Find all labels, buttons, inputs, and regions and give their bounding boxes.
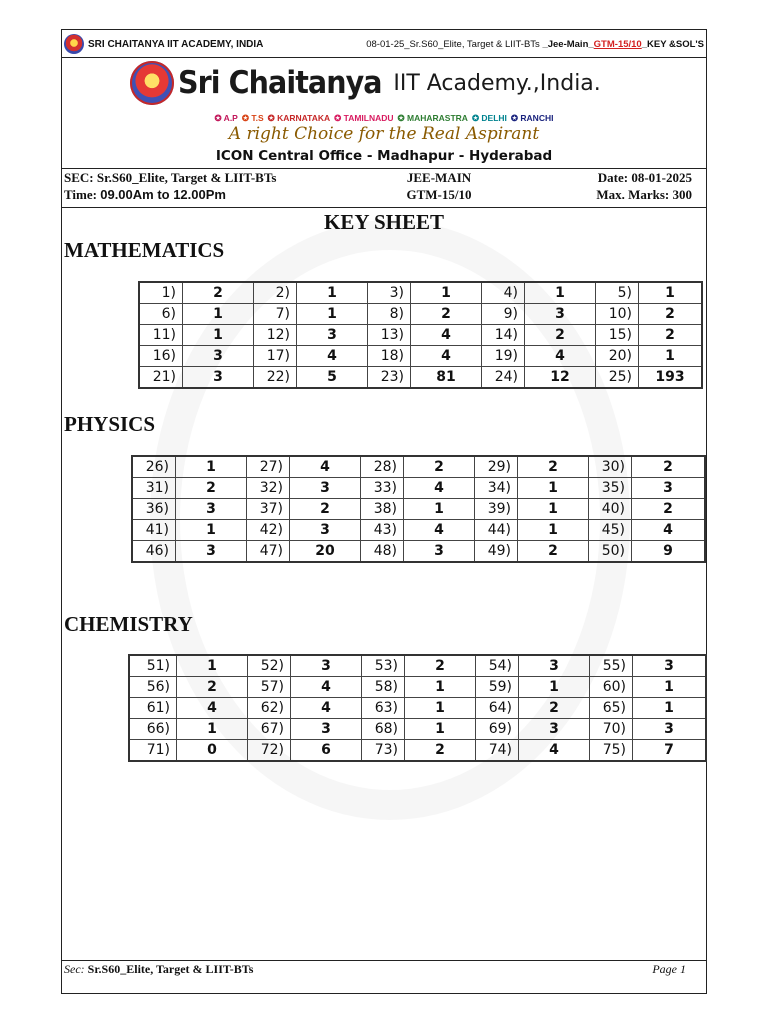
state-item: ✪ TAMILNADU bbox=[334, 113, 394, 123]
question-number: 73) bbox=[362, 740, 405, 762]
answer-value: 0 bbox=[177, 740, 248, 762]
question-number: 45) bbox=[589, 520, 632, 541]
answer-value: 2 bbox=[183, 282, 254, 304]
answer-row bbox=[132, 520, 705, 541]
question-number: 71) bbox=[129, 740, 177, 762]
answer-value: 3 bbox=[525, 304, 596, 325]
answer-value: 4 bbox=[290, 456, 361, 478]
answer-value: 2 bbox=[519, 698, 590, 719]
question-number: 10) bbox=[596, 304, 639, 325]
question-number: 13) bbox=[368, 325, 411, 346]
question-number: 50) bbox=[589, 541, 632, 563]
state-item: ✪ RANCHI bbox=[510, 113, 554, 123]
answer-value: 1 bbox=[519, 677, 590, 698]
answer-value: 4 bbox=[411, 346, 482, 367]
question-number: 21) bbox=[139, 367, 183, 389]
question-number: 17) bbox=[254, 346, 297, 367]
answer-value: 5 bbox=[297, 367, 368, 389]
question-number: 65) bbox=[590, 698, 633, 719]
question-number: 68) bbox=[362, 719, 405, 740]
question-number: 74) bbox=[476, 740, 519, 762]
question-number: 19) bbox=[482, 346, 525, 367]
question-number: 75) bbox=[590, 740, 633, 762]
subject-heading-chemistry: CHEMISTRY bbox=[64, 612, 193, 636]
question-number: 35) bbox=[589, 478, 632, 499]
answer-value: 2 bbox=[176, 478, 247, 499]
answer-value: 3 bbox=[290, 520, 361, 541]
answer-value: 3 bbox=[291, 719, 362, 740]
answer-row bbox=[132, 541, 705, 563]
question-number: 5) bbox=[596, 282, 639, 304]
answer-value: 6 bbox=[291, 740, 362, 762]
answer-value: 4 bbox=[177, 698, 248, 719]
answer-value: 3 bbox=[519, 719, 590, 740]
answer-value: 2 bbox=[290, 499, 361, 520]
academy-logo-icon bbox=[64, 34, 84, 54]
answer-value: 20 bbox=[290, 541, 361, 563]
question-number: 55) bbox=[590, 655, 633, 677]
question-number: 26) bbox=[132, 456, 176, 478]
answer-value: 2 bbox=[639, 304, 703, 325]
answer-value: 2 bbox=[177, 677, 248, 698]
answer-row bbox=[129, 719, 706, 740]
state-item: ✪ MAHARASTRA bbox=[397, 113, 468, 123]
question-number: 36) bbox=[132, 499, 176, 520]
question-number: 29) bbox=[475, 456, 518, 478]
question-number: 62) bbox=[248, 698, 291, 719]
question-number: 6) bbox=[139, 304, 183, 325]
answer-value: 3 bbox=[633, 719, 707, 740]
answer-row bbox=[139, 304, 702, 325]
page-number: Page 1 bbox=[652, 962, 686, 976]
brand-divider bbox=[61, 168, 707, 169]
question-number: 39) bbox=[475, 499, 518, 520]
question-number: 27) bbox=[247, 456, 290, 478]
question-number: 30) bbox=[589, 456, 632, 478]
answer-value: 1 bbox=[639, 282, 703, 304]
answer-value: 9 bbox=[632, 541, 706, 563]
answer-table-chemistry bbox=[128, 654, 707, 762]
answer-value: 4 bbox=[291, 698, 362, 719]
question-number: 23) bbox=[368, 367, 411, 389]
question-number: 41) bbox=[132, 520, 176, 541]
top-header bbox=[64, 33, 704, 55]
question-number: 63) bbox=[362, 698, 405, 719]
exam-time: Time: 09.00Am to 12.00Pm bbox=[64, 187, 226, 202]
answer-value: 2 bbox=[518, 541, 589, 563]
brand-name: Sri Chaitanya bbox=[178, 65, 382, 101]
answer-table-mathematics bbox=[138, 281, 703, 389]
question-number: 16) bbox=[139, 346, 183, 367]
answer-value: 1 bbox=[404, 499, 475, 520]
answer-value: 1 bbox=[405, 698, 476, 719]
footer-divider bbox=[61, 960, 707, 961]
question-number: 7) bbox=[254, 304, 297, 325]
question-number: 8) bbox=[368, 304, 411, 325]
answer-row bbox=[139, 325, 702, 346]
answer-value: 3 bbox=[297, 325, 368, 346]
question-number: 43) bbox=[361, 520, 404, 541]
question-number: 58) bbox=[362, 677, 405, 698]
question-number: 66) bbox=[129, 719, 177, 740]
answer-value: 4 bbox=[525, 346, 596, 367]
question-number: 38) bbox=[361, 499, 404, 520]
question-number: 40) bbox=[589, 499, 632, 520]
question-number: 51) bbox=[129, 655, 177, 677]
subject-heading-physics: PHYSICS bbox=[64, 412, 156, 436]
footer-section: Sec: Sr.S60_Elite, Target & LIIT-BTs bbox=[64, 962, 254, 976]
state-item: ✪ KARNATAKA bbox=[267, 113, 331, 123]
answer-value: 1 bbox=[639, 346, 703, 367]
answer-row bbox=[129, 698, 706, 719]
question-number: 52) bbox=[248, 655, 291, 677]
answer-value: 1 bbox=[411, 282, 482, 304]
question-number: 20) bbox=[596, 346, 639, 367]
question-number: 37) bbox=[247, 499, 290, 520]
question-number: 44) bbox=[475, 520, 518, 541]
answer-value: 1 bbox=[633, 698, 707, 719]
page-footer bbox=[64, 962, 686, 977]
max-marks: Max. Marks: 300 bbox=[596, 187, 692, 202]
question-number: 25) bbox=[596, 367, 639, 389]
question-number: 53) bbox=[362, 655, 405, 677]
answer-value: 2 bbox=[404, 456, 475, 478]
answer-table-physics bbox=[131, 455, 706, 563]
answer-value: 1 bbox=[177, 655, 248, 677]
answer-value: 3 bbox=[183, 367, 254, 389]
answer-value: 1 bbox=[518, 520, 589, 541]
question-number: 72) bbox=[248, 740, 291, 762]
answer-value: 7 bbox=[633, 740, 707, 762]
answer-value: 3 bbox=[176, 499, 247, 520]
answer-row bbox=[132, 499, 705, 520]
question-number: 42) bbox=[247, 520, 290, 541]
page-title: KEY SHEET bbox=[323, 210, 444, 234]
question-number: 4) bbox=[482, 282, 525, 304]
state-item: ✪ A.P bbox=[214, 113, 238, 123]
question-number: 54) bbox=[476, 655, 519, 677]
brand-banner bbox=[130, 58, 650, 108]
answer-value: 2 bbox=[405, 655, 476, 677]
question-number: 46) bbox=[132, 541, 176, 563]
question-number: 28) bbox=[361, 456, 404, 478]
question-number: 15) bbox=[596, 325, 639, 346]
question-number: 32) bbox=[247, 478, 290, 499]
answer-value: 1 bbox=[525, 282, 596, 304]
answer-row bbox=[129, 655, 706, 677]
question-number: 2) bbox=[254, 282, 297, 304]
answer-row bbox=[139, 282, 702, 304]
state-list bbox=[0, 113, 768, 124]
question-number: 49) bbox=[475, 541, 518, 563]
answer-value: 2 bbox=[632, 456, 706, 478]
answer-value: 2 bbox=[518, 456, 589, 478]
info-row-1 bbox=[64, 170, 692, 186]
question-number: 11) bbox=[139, 325, 183, 346]
answer-row bbox=[132, 478, 705, 499]
answer-value: 4 bbox=[297, 346, 368, 367]
question-number: 3) bbox=[368, 282, 411, 304]
question-number: 33) bbox=[361, 478, 404, 499]
institute-name: SRI CHAITANYA IIT ACADEMY, INDIA bbox=[88, 38, 264, 50]
answer-value: 1 bbox=[518, 499, 589, 520]
answer-value: 4 bbox=[404, 520, 475, 541]
question-number: 48) bbox=[361, 541, 404, 563]
answer-value: 3 bbox=[183, 346, 254, 367]
answer-value: 81 bbox=[411, 367, 482, 389]
tagline: A right Choice for the Real Aspirant bbox=[228, 124, 540, 144]
question-number: 12) bbox=[254, 325, 297, 346]
answer-value: 1 bbox=[297, 282, 368, 304]
info-divider bbox=[61, 207, 707, 208]
question-number: 9) bbox=[482, 304, 525, 325]
answer-value: 1 bbox=[176, 520, 247, 541]
answer-value: 4 bbox=[519, 740, 590, 762]
subject-heading-mathematics: MATHEMATICS bbox=[64, 238, 225, 262]
question-number: 57) bbox=[248, 677, 291, 698]
info-row-2 bbox=[64, 187, 692, 203]
answer-value: 4 bbox=[632, 520, 706, 541]
answer-row bbox=[139, 367, 702, 389]
answer-value: 1 bbox=[405, 719, 476, 740]
answer-value: 2 bbox=[525, 325, 596, 346]
question-number: 61) bbox=[129, 698, 177, 719]
answer-value: 3 bbox=[291, 655, 362, 677]
document-reference: 08-01-25_Sr.S60_Elite, Target & LIIT-BTs _Jee-Main_GTM-15/10_KEY &SOL'S bbox=[366, 38, 704, 50]
answer-value: 3 bbox=[404, 541, 475, 563]
answer-value: 3 bbox=[176, 541, 247, 563]
exam-date: Date: 08-01-2025 bbox=[597, 170, 692, 185]
academy-crest-icon bbox=[130, 61, 174, 105]
question-number: 56) bbox=[129, 677, 177, 698]
question-number: 14) bbox=[482, 325, 525, 346]
answer-value: 4 bbox=[291, 677, 362, 698]
question-number: 47) bbox=[247, 541, 290, 563]
question-number: 69) bbox=[476, 719, 519, 740]
question-number: 1) bbox=[139, 282, 183, 304]
answer-row bbox=[129, 740, 706, 762]
question-number: 31) bbox=[132, 478, 176, 499]
answer-value: 2 bbox=[632, 499, 706, 520]
answer-value: 4 bbox=[411, 325, 482, 346]
answer-value: 1 bbox=[633, 677, 707, 698]
question-number: 34) bbox=[475, 478, 518, 499]
answer-value: 3 bbox=[632, 478, 706, 499]
exam-name: JEE-MAIN bbox=[406, 170, 472, 185]
question-number: 67) bbox=[248, 719, 291, 740]
question-number: 70) bbox=[590, 719, 633, 740]
answer-row bbox=[132, 456, 705, 478]
answer-value: 2 bbox=[411, 304, 482, 325]
answer-value: 1 bbox=[183, 325, 254, 346]
question-number: 59) bbox=[476, 677, 519, 698]
brand-rest: IIT Academy.,India. bbox=[393, 70, 601, 96]
question-number: 24) bbox=[482, 367, 525, 389]
answer-value: 1 bbox=[177, 719, 248, 740]
office-address: ICON Central Office - Madhapur - Hyderabad bbox=[215, 148, 553, 164]
answer-value: 1 bbox=[176, 456, 247, 478]
answer-value: 3 bbox=[633, 655, 707, 677]
answer-value: 1 bbox=[183, 304, 254, 325]
answer-value: 1 bbox=[297, 304, 368, 325]
question-number: 18) bbox=[368, 346, 411, 367]
answer-value: 193 bbox=[639, 367, 703, 389]
state-item: ✪ T.S bbox=[241, 113, 264, 123]
answer-value: 4 bbox=[404, 478, 475, 499]
answer-value: 1 bbox=[405, 677, 476, 698]
answer-row bbox=[139, 346, 702, 367]
answer-value: 3 bbox=[519, 655, 590, 677]
question-number: 64) bbox=[476, 698, 519, 719]
section-label: SEC: Sr.S60_Elite, Target & LIIT-BTs bbox=[64, 170, 277, 185]
question-number: 22) bbox=[254, 367, 297, 389]
test-code: GTM-15/10 bbox=[406, 187, 472, 202]
answer-value: 2 bbox=[405, 740, 476, 762]
answer-value: 3 bbox=[290, 478, 361, 499]
answer-value: 2 bbox=[639, 325, 703, 346]
question-number: 60) bbox=[590, 677, 633, 698]
answer-value: 1 bbox=[518, 478, 589, 499]
answer-row bbox=[129, 677, 706, 698]
answer-value: 12 bbox=[525, 367, 596, 389]
state-item: ✪ DELHI bbox=[471, 113, 507, 123]
